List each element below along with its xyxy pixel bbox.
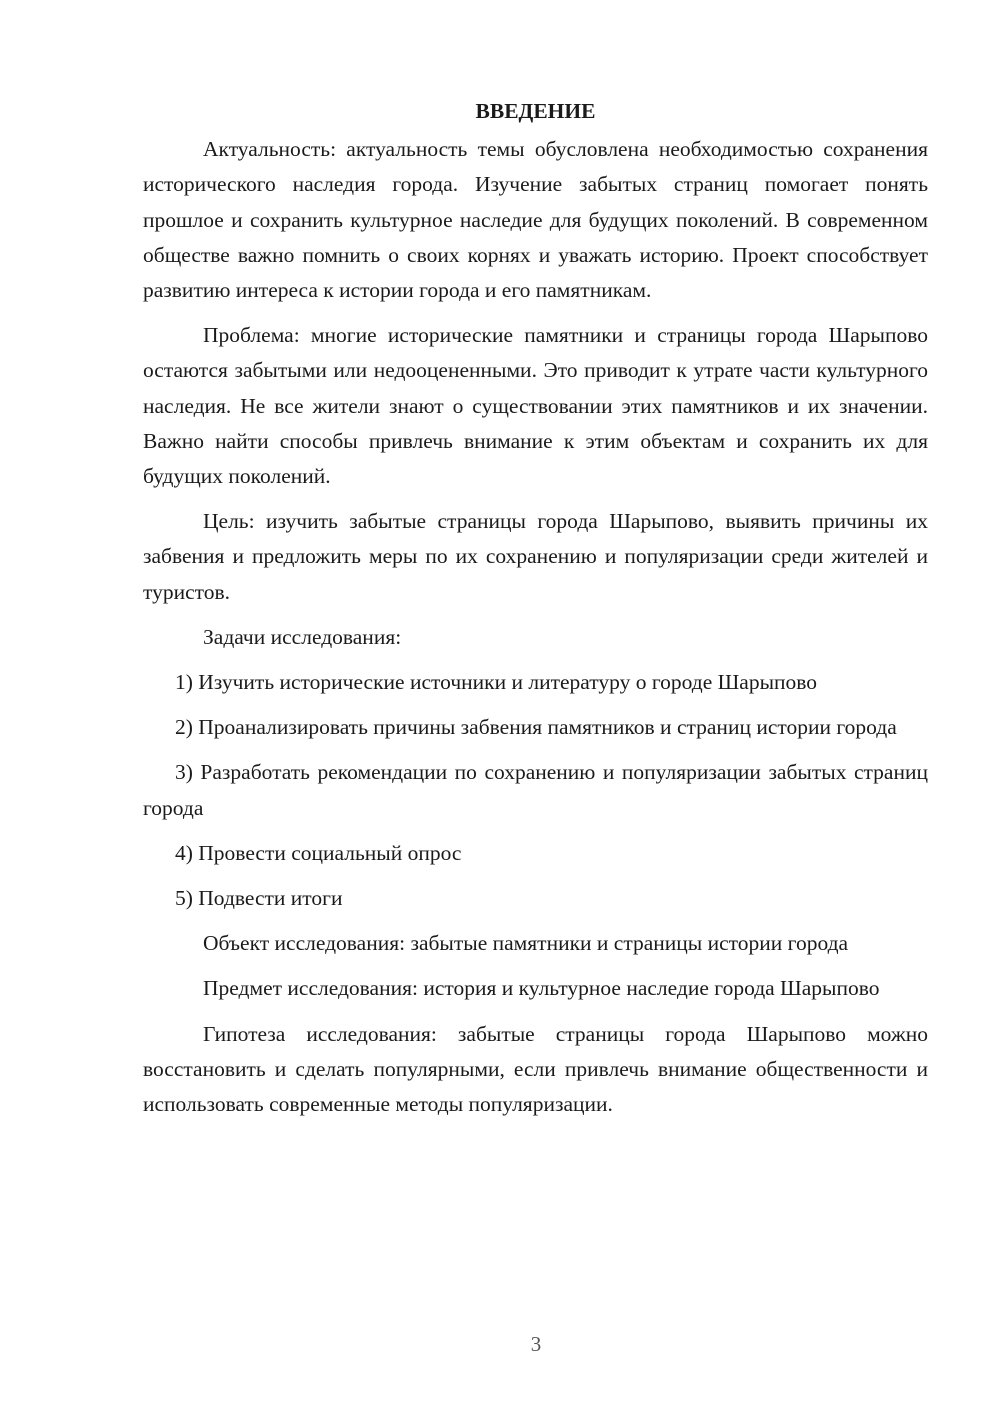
page-title: ВВЕДЕНИЕ [475, 99, 596, 123]
document-page [143, 94, 928, 1132]
task-item-3: 3) Разработать рекомендации по сохранению и популяризации забытых страниц города [143, 760, 928, 820]
task-item-4: 4) Провести социальный опрос [175, 840, 462, 865]
task-item-1: 1) Изучить исторические источники и литературу о городе Шарыпово [175, 670, 818, 695]
paragraph-hypothesis: Гипотеза исследования: забытые страницы города Шарыпово можно восстановить и сделать популярными, если привлечь внимание общественности и использовать современные методы популяризации. [143, 1021, 928, 1117]
paragraph-problem: Проблема: многие исторические памятники и страницы города Шарыпово остаются забытыми или недооцененными. Это приводит к утрате части культурного наследия. Не все жители знают о существовании этих памятников и их значении. Важно найти способы привлечь внимание к этим объектам и сохранить их для будущих поколений. [143, 323, 928, 489]
paragraph-relevance: Актуальность: актуальность темы обусловлена необходимостью сохранения исторического наследия города. Изучение забытых страниц помогает понять прошлое и сохранить культурное наследие для будущих поколений. В современном обществе важно помнить о своих корнях и уважать историю. Проект способствует развитию интереса к истории города и его памятникам. [143, 137, 928, 303]
paragraph-subject: Предмет исследования: история и культурное наследие города Шарыпово [203, 976, 880, 1001]
tasks-heading: Задачи исследования: [203, 624, 402, 649]
task-item-2: 2) Проанализировать причины забвения памятников и страниц истории города [175, 715, 897, 740]
task-item-5: 5) Подвести итоги [175, 886, 343, 911]
page-number: 3 [530, 1332, 542, 1356]
paragraph-goal: Цель: изучить забытые страницы города Шарыпово, выявить причины их забвения и предложить меры по их сохранению и популяризации среди жителей и туристов. [143, 509, 928, 604]
paragraph-object: Объект исследования: забытые памятники и страницы истории города [203, 931, 849, 956]
